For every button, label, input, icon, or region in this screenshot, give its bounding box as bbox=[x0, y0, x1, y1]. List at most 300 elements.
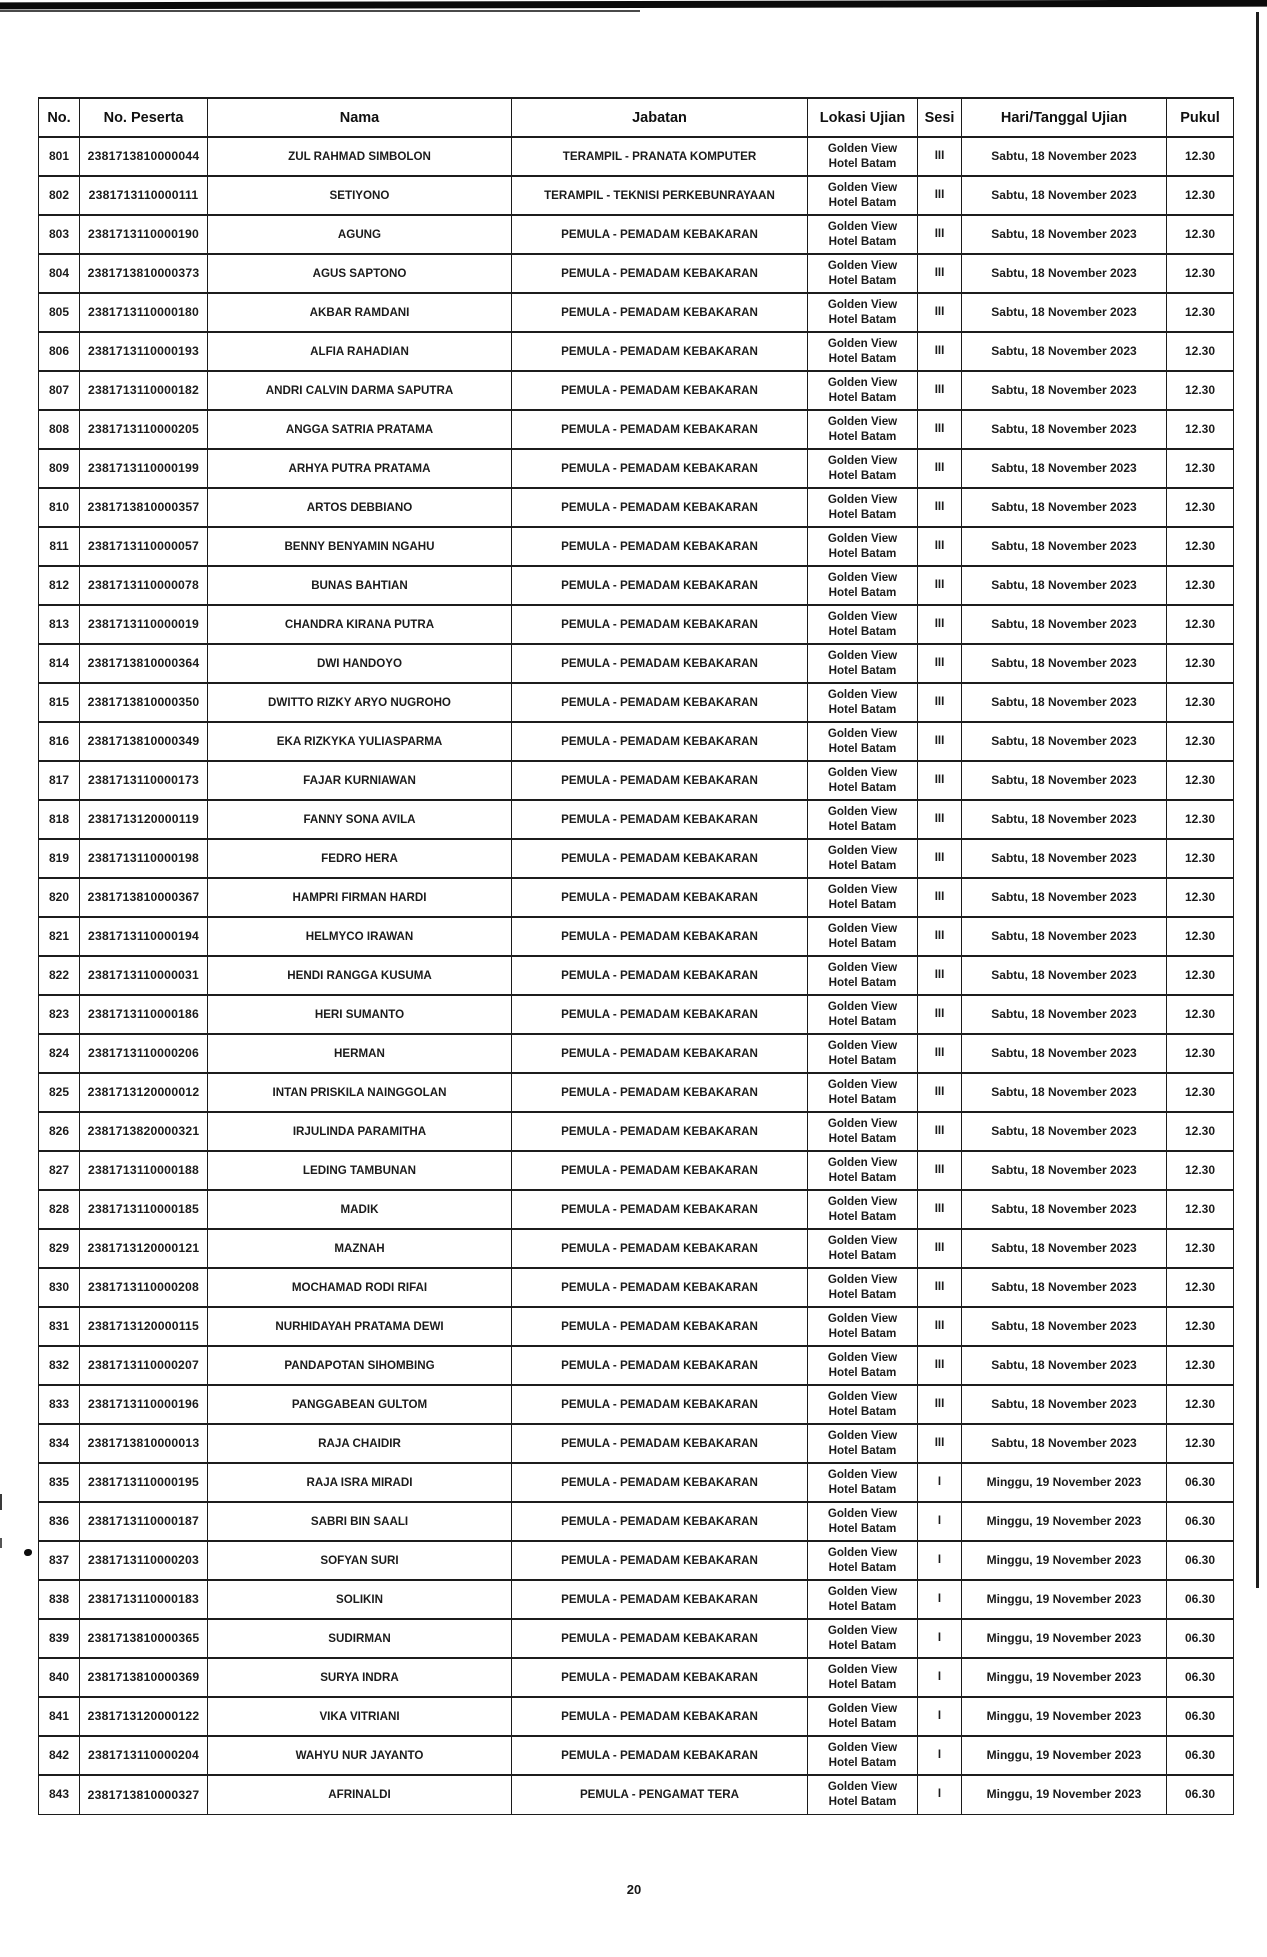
cell-hari-tanggal-ujian: Sabtu, 18 November 2023 bbox=[962, 1151, 1167, 1190]
cell-lokasi-ujian: Golden View Hotel Batam bbox=[808, 527, 918, 566]
cell-sesi: III bbox=[918, 761, 962, 800]
cell-no: 836 bbox=[39, 1502, 80, 1541]
cell-no-peserta: 2381713110000186 bbox=[80, 995, 208, 1034]
cell-no-peserta: 2381713120000115 bbox=[80, 1307, 208, 1346]
cell-no: 810 bbox=[39, 488, 80, 527]
cell-nama: FAJAR KURNIAWAN bbox=[208, 761, 512, 800]
cell-pukul: 12.30 bbox=[1167, 1346, 1234, 1385]
cell-no: 817 bbox=[39, 761, 80, 800]
cell-sesi: III bbox=[918, 1229, 962, 1268]
cell-nama: CHANDRA KIRANA PUTRA bbox=[208, 605, 512, 644]
cell-pukul: 06.30 bbox=[1167, 1502, 1234, 1541]
table-row bbox=[39, 254, 1234, 293]
cell-hari-tanggal-ujian: Sabtu, 18 November 2023 bbox=[962, 254, 1167, 293]
cell-no: 832 bbox=[39, 1346, 80, 1385]
cell-no: 824 bbox=[39, 1034, 80, 1073]
cell-nama: FEDRO HERA bbox=[208, 839, 512, 878]
cell-pukul: 12.30 bbox=[1167, 1385, 1234, 1424]
cell-lokasi-ujian: Golden View Hotel Batam bbox=[808, 215, 918, 254]
cell-lokasi-ujian: Golden View Hotel Batam bbox=[808, 917, 918, 956]
table-row bbox=[39, 995, 1234, 1034]
cell-pukul: 12.30 bbox=[1167, 839, 1234, 878]
cell-hari-tanggal-ujian: Sabtu, 18 November 2023 bbox=[962, 1424, 1167, 1463]
cell-no: 809 bbox=[39, 449, 80, 488]
cell-no-peserta: 2381713120000121 bbox=[80, 1229, 208, 1268]
cell-no-peserta: 2381713820000321 bbox=[80, 1112, 208, 1151]
table-row bbox=[39, 137, 1234, 176]
cell-pukul: 12.30 bbox=[1167, 1424, 1234, 1463]
cell-lokasi-ujian: Golden View Hotel Batam bbox=[808, 1424, 918, 1463]
cell-hari-tanggal-ujian: Sabtu, 18 November 2023 bbox=[962, 410, 1167, 449]
cell-pukul: 12.30 bbox=[1167, 488, 1234, 527]
cell-jabatan: PEMULA - PEMADAM KEBAKARAN bbox=[512, 410, 808, 449]
cell-no: 815 bbox=[39, 683, 80, 722]
cell-nama: NURHIDAYAH PRATAMA DEWI bbox=[208, 1307, 512, 1346]
cell-pukul: 12.30 bbox=[1167, 995, 1234, 1034]
cell-hari-tanggal-ujian: Sabtu, 18 November 2023 bbox=[962, 683, 1167, 722]
cell-no-peserta: 2381713110000194 bbox=[80, 917, 208, 956]
cell-lokasi-ujian: Golden View Hotel Batam bbox=[808, 1229, 918, 1268]
table-row bbox=[39, 1307, 1234, 1346]
cell-pukul: 06.30 bbox=[1167, 1775, 1234, 1814]
table-row bbox=[39, 293, 1234, 332]
cell-no-peserta: 2381713110000206 bbox=[80, 1034, 208, 1073]
cell-sesi: III bbox=[918, 527, 962, 566]
cell-nama: ARTOS DEBBIANO bbox=[208, 488, 512, 527]
cell-lokasi-ujian: Golden View Hotel Batam bbox=[808, 1463, 918, 1502]
table-row bbox=[39, 1697, 1234, 1736]
cell-jabatan: PEMULA - PEMADAM KEBAKARAN bbox=[512, 1463, 808, 1502]
cell-sesi: III bbox=[918, 1346, 962, 1385]
cell-no: 821 bbox=[39, 917, 80, 956]
table-row bbox=[39, 1424, 1234, 1463]
cell-jabatan: PEMULA - PEMADAM KEBAKARAN bbox=[512, 995, 808, 1034]
cell-pukul: 12.30 bbox=[1167, 254, 1234, 293]
cell-pukul: 12.30 bbox=[1167, 566, 1234, 605]
cell-nama: HERMAN bbox=[208, 1034, 512, 1073]
cell-lokasi-ujian: Golden View Hotel Batam bbox=[808, 1385, 918, 1424]
cell-hari-tanggal-ujian: Sabtu, 18 November 2023 bbox=[962, 137, 1167, 176]
table-row bbox=[39, 644, 1234, 683]
cell-lokasi-ujian: Golden View Hotel Batam bbox=[808, 1346, 918, 1385]
cell-sesi: III bbox=[918, 488, 962, 527]
cell-sesi: III bbox=[918, 839, 962, 878]
cell-pukul: 12.30 bbox=[1167, 527, 1234, 566]
cell-no: 829 bbox=[39, 1229, 80, 1268]
scan-artifact-top-subline bbox=[0, 10, 640, 12]
cell-nama: INTAN PRISKILA NAINGGOLAN bbox=[208, 1073, 512, 1112]
cell-jabatan: PEMULA - PEMADAM KEBAKARAN bbox=[512, 1268, 808, 1307]
cell-hari-tanggal-ujian: Sabtu, 18 November 2023 bbox=[962, 1307, 1167, 1346]
cell-hari-tanggal-ujian: Sabtu, 18 November 2023 bbox=[962, 1112, 1167, 1151]
cell-no-peserta: 2381713120000119 bbox=[80, 800, 208, 839]
cell-lokasi-ujian: Golden View Hotel Batam bbox=[808, 1073, 918, 1112]
scan-artifact-right-edge-line bbox=[1256, 12, 1259, 1588]
cell-nama: MAZNAH bbox=[208, 1229, 512, 1268]
cell-hari-tanggal-ujian: Sabtu, 18 November 2023 bbox=[962, 293, 1167, 332]
table-row bbox=[39, 215, 1234, 254]
cell-jabatan: PEMULA - PEMADAM KEBAKARAN bbox=[512, 527, 808, 566]
cell-nama: HAMPRI FIRMAN HARDI bbox=[208, 878, 512, 917]
cell-sesi: III bbox=[918, 1073, 962, 1112]
cell-nama: SOLIKIN bbox=[208, 1580, 512, 1619]
cell-jabatan: PEMULA - PEMADAM KEBAKARAN bbox=[512, 254, 808, 293]
cell-no-peserta: 2381713810000013 bbox=[80, 1424, 208, 1463]
cell-jabatan: PEMULA - PEMADAM KEBAKARAN bbox=[512, 449, 808, 488]
cell-jabatan: PEMULA - PEMADAM KEBAKARAN bbox=[512, 839, 808, 878]
cell-no-peserta: 2381713110000111 bbox=[80, 176, 208, 215]
cell-no: 812 bbox=[39, 566, 80, 605]
cell-pukul: 06.30 bbox=[1167, 1619, 1234, 1658]
cell-no-peserta: 2381713810000327 bbox=[80, 1775, 208, 1814]
cell-pukul: 12.30 bbox=[1167, 917, 1234, 956]
table-row bbox=[39, 1580, 1234, 1619]
cell-nama: IRJULINDA PARAMITHA bbox=[208, 1112, 512, 1151]
cell-no-peserta: 2381713110000196 bbox=[80, 1385, 208, 1424]
table-row bbox=[39, 371, 1234, 410]
cell-hari-tanggal-ujian: Minggu, 19 November 2023 bbox=[962, 1736, 1167, 1775]
cell-no: 825 bbox=[39, 1073, 80, 1112]
cell-jabatan: TERAMPIL - PRANATA KOMPUTER bbox=[512, 137, 808, 176]
cell-pukul: 12.30 bbox=[1167, 800, 1234, 839]
cell-hari-tanggal-ujian: Sabtu, 18 November 2023 bbox=[962, 488, 1167, 527]
cell-no-peserta: 2381713810000044 bbox=[80, 137, 208, 176]
cell-nama: HELMYCO IRAWAN bbox=[208, 917, 512, 956]
cell-no: 806 bbox=[39, 332, 80, 371]
cell-pukul: 12.30 bbox=[1167, 1190, 1234, 1229]
cell-jabatan: PEMULA - PEMADAM KEBAKARAN bbox=[512, 683, 808, 722]
cell-no: 839 bbox=[39, 1619, 80, 1658]
cell-sesi: III bbox=[918, 683, 962, 722]
cell-pukul: 12.30 bbox=[1167, 449, 1234, 488]
cell-nama: VIKA VITRIANI bbox=[208, 1697, 512, 1736]
cell-jabatan: PEMULA - PEMADAM KEBAKARAN bbox=[512, 644, 808, 683]
cell-jabatan: PEMULA - PEMADAM KEBAKARAN bbox=[512, 1658, 808, 1697]
cell-lokasi-ujian: Golden View Hotel Batam bbox=[808, 1619, 918, 1658]
table-row bbox=[39, 1346, 1234, 1385]
cell-sesi: III bbox=[918, 566, 962, 605]
cell-hari-tanggal-ujian: Minggu, 19 November 2023 bbox=[962, 1580, 1167, 1619]
cell-no-peserta: 2381713110000204 bbox=[80, 1736, 208, 1775]
cell-no: 811 bbox=[39, 527, 80, 566]
cell-lokasi-ujian: Golden View Hotel Batam bbox=[808, 371, 918, 410]
cell-hari-tanggal-ujian: Sabtu, 18 November 2023 bbox=[962, 1346, 1167, 1385]
cell-no: 838 bbox=[39, 1580, 80, 1619]
table-row bbox=[39, 1190, 1234, 1229]
cell-no: 818 bbox=[39, 800, 80, 839]
cell-no: 814 bbox=[39, 644, 80, 683]
cell-jabatan: PEMULA - PEMADAM KEBAKARAN bbox=[512, 371, 808, 410]
cell-pukul: 12.30 bbox=[1167, 644, 1234, 683]
cell-lokasi-ujian: Golden View Hotel Batam bbox=[808, 1541, 918, 1580]
exam-schedule-table bbox=[38, 97, 1234, 1815]
cell-nama: SURYA INDRA bbox=[208, 1658, 512, 1697]
cell-lokasi-ujian: Golden View Hotel Batam bbox=[808, 254, 918, 293]
cell-jabatan: PEMULA - PEMADAM KEBAKARAN bbox=[512, 1736, 808, 1775]
cell-lokasi-ujian: Golden View Hotel Batam bbox=[808, 449, 918, 488]
cell-pukul: 06.30 bbox=[1167, 1580, 1234, 1619]
cell-no-peserta: 2381713110000185 bbox=[80, 1190, 208, 1229]
cell-nama: BUNAS BAHTIAN bbox=[208, 566, 512, 605]
cell-sesi: III bbox=[918, 332, 962, 371]
cell-pukul: 12.30 bbox=[1167, 137, 1234, 176]
cell-pukul: 12.30 bbox=[1167, 410, 1234, 449]
table-row bbox=[39, 1775, 1234, 1814]
cell-jabatan: PEMULA - PEMADAM KEBAKARAN bbox=[512, 800, 808, 839]
cell-jabatan: PEMULA - PEMADAM KEBAKARAN bbox=[512, 488, 808, 527]
cell-no: 827 bbox=[39, 1151, 80, 1190]
cell-no: 833 bbox=[39, 1385, 80, 1424]
cell-jabatan: PEMULA - PEMADAM KEBAKARAN bbox=[512, 878, 808, 917]
cell-nama: DWI HANDOYO bbox=[208, 644, 512, 683]
cell-hari-tanggal-ujian: Sabtu, 18 November 2023 bbox=[962, 800, 1167, 839]
cell-lokasi-ujian: Golden View Hotel Batam bbox=[808, 683, 918, 722]
cell-nama: RAJA CHAIDIR bbox=[208, 1424, 512, 1463]
cell-no-peserta: 2381713120000012 bbox=[80, 1073, 208, 1112]
cell-pukul: 12.30 bbox=[1167, 332, 1234, 371]
cell-hari-tanggal-ujian: Sabtu, 18 November 2023 bbox=[962, 995, 1167, 1034]
cell-pukul: 12.30 bbox=[1167, 1307, 1234, 1346]
cell-lokasi-ujian: Golden View Hotel Batam bbox=[808, 800, 918, 839]
cell-lokasi-ujian: Golden View Hotel Batam bbox=[808, 488, 918, 527]
cell-sesi: III bbox=[918, 176, 962, 215]
cell-jabatan: PEMULA - PEMADAM KEBAKARAN bbox=[512, 1034, 808, 1073]
cell-jabatan: PEMULA - PEMADAM KEBAKARAN bbox=[512, 605, 808, 644]
cell-no-peserta: 2381713810000357 bbox=[80, 488, 208, 527]
cell-jabatan: PEMULA - PEMADAM KEBAKARAN bbox=[512, 332, 808, 371]
cell-pukul: 06.30 bbox=[1167, 1463, 1234, 1502]
cell-jabatan: PEMULA - PEMADAM KEBAKARAN bbox=[512, 1619, 808, 1658]
cell-lokasi-ujian: Golden View Hotel Batam bbox=[808, 1775, 918, 1814]
cell-lokasi-ujian: Golden View Hotel Batam bbox=[808, 332, 918, 371]
table-row bbox=[39, 1658, 1234, 1697]
cell-lokasi-ujian: Golden View Hotel Batam bbox=[808, 1580, 918, 1619]
cell-pukul: 06.30 bbox=[1167, 1736, 1234, 1775]
cell-lokasi-ujian: Golden View Hotel Batam bbox=[808, 605, 918, 644]
cell-sesi: I bbox=[918, 1541, 962, 1580]
cell-no-peserta: 2381713110000199 bbox=[80, 449, 208, 488]
cell-no: 805 bbox=[39, 293, 80, 332]
cell-sesi: III bbox=[918, 800, 962, 839]
cell-no-peserta: 2381713810000349 bbox=[80, 722, 208, 761]
cell-no-peserta: 2381713810000364 bbox=[80, 644, 208, 683]
cell-no-peserta: 2381713110000078 bbox=[80, 566, 208, 605]
cell-no-peserta: 2381713110000203 bbox=[80, 1541, 208, 1580]
cell-no: 820 bbox=[39, 878, 80, 917]
cell-hari-tanggal-ujian: Sabtu, 18 November 2023 bbox=[962, 839, 1167, 878]
cell-sesi: III bbox=[918, 722, 962, 761]
cell-no-peserta: 2381713110000208 bbox=[80, 1268, 208, 1307]
cell-pukul: 12.30 bbox=[1167, 1229, 1234, 1268]
cell-hari-tanggal-ujian: Sabtu, 18 November 2023 bbox=[962, 956, 1167, 995]
table-row bbox=[39, 683, 1234, 722]
cell-jabatan: PEMULA - PEMADAM KEBAKARAN bbox=[512, 1073, 808, 1112]
cell-nama: ALFIA RAHADIAN bbox=[208, 332, 512, 371]
cell-hari-tanggal-ujian: Sabtu, 18 November 2023 bbox=[962, 332, 1167, 371]
cell-nama: ANDRI CALVIN DARMA SAPUTRA bbox=[208, 371, 512, 410]
cell-sesi: III bbox=[918, 644, 962, 683]
cell-nama: WAHYU NUR JAYANTO bbox=[208, 1736, 512, 1775]
cell-sesi: I bbox=[918, 1658, 962, 1697]
cell-sesi: III bbox=[918, 293, 962, 332]
cell-pukul: 12.30 bbox=[1167, 1112, 1234, 1151]
cell-pukul: 12.30 bbox=[1167, 722, 1234, 761]
cell-no-peserta: 2381713110000057 bbox=[80, 527, 208, 566]
cell-jabatan: PEMULA - PEMADAM KEBAKARAN bbox=[512, 1541, 808, 1580]
cell-no: 840 bbox=[39, 1658, 80, 1697]
cell-no: 803 bbox=[39, 215, 80, 254]
cell-no: 801 bbox=[39, 137, 80, 176]
table-row bbox=[39, 1268, 1234, 1307]
cell-sesi: III bbox=[918, 1424, 962, 1463]
cell-sesi: I bbox=[918, 1619, 962, 1658]
cell-jabatan: PEMULA - PEMADAM KEBAKARAN bbox=[512, 1190, 808, 1229]
cell-jabatan: PEMULA - PEMADAM KEBAKARAN bbox=[512, 761, 808, 800]
cell-sesi: III bbox=[918, 1307, 962, 1346]
cell-sesi: III bbox=[918, 1034, 962, 1073]
cell-no: 819 bbox=[39, 839, 80, 878]
page-number: 20 bbox=[626, 1882, 642, 1897]
cell-hari-tanggal-ujian: Sabtu, 18 November 2023 bbox=[962, 605, 1167, 644]
cell-jabatan: PEMULA - PEMADAM KEBAKARAN bbox=[512, 1151, 808, 1190]
cell-hari-tanggal-ujian: Sabtu, 18 November 2023 bbox=[962, 371, 1167, 410]
col-header-pukul: Pukul bbox=[1167, 98, 1234, 137]
table-row bbox=[39, 1034, 1234, 1073]
cell-pukul: 12.30 bbox=[1167, 605, 1234, 644]
cell-nama: LEDING TAMBUNAN bbox=[208, 1151, 512, 1190]
cell-hari-tanggal-ujian: Sabtu, 18 November 2023 bbox=[962, 527, 1167, 566]
cell-sesi: III bbox=[918, 917, 962, 956]
cell-pukul: 12.30 bbox=[1167, 1034, 1234, 1073]
cell-pukul: 12.30 bbox=[1167, 1073, 1234, 1112]
cell-nama: PANDAPOTAN SIHOMBING bbox=[208, 1346, 512, 1385]
table-row bbox=[39, 1541, 1234, 1580]
cell-nama: HERI SUMANTO bbox=[208, 995, 512, 1034]
cell-no: 831 bbox=[39, 1307, 80, 1346]
cell-hari-tanggal-ujian: Sabtu, 18 November 2023 bbox=[962, 761, 1167, 800]
cell-no-peserta: 2381713110000195 bbox=[80, 1463, 208, 1502]
cell-no-peserta: 2381713110000207 bbox=[80, 1346, 208, 1385]
cell-lokasi-ujian: Golden View Hotel Batam bbox=[808, 410, 918, 449]
cell-jabatan: PEMULA - PEMADAM KEBAKARAN bbox=[512, 1580, 808, 1619]
cell-sesi: III bbox=[918, 371, 962, 410]
cell-no-peserta: 2381713810000373 bbox=[80, 254, 208, 293]
cell-jabatan: TERAMPIL - TEKNISI PERKEBUNRAYAAN bbox=[512, 176, 808, 215]
cell-no: 841 bbox=[39, 1697, 80, 1736]
cell-no-peserta: 2381713110000187 bbox=[80, 1502, 208, 1541]
cell-jabatan: PEMULA - PEMADAM KEBAKARAN bbox=[512, 956, 808, 995]
cell-lokasi-ujian: Golden View Hotel Batam bbox=[808, 1034, 918, 1073]
cell-nama: SOFYAN SURI bbox=[208, 1541, 512, 1580]
cell-lokasi-ujian: Golden View Hotel Batam bbox=[808, 878, 918, 917]
cell-sesi: I bbox=[918, 1775, 962, 1814]
cell-nama: SETIYONO bbox=[208, 176, 512, 215]
cell-lokasi-ujian: Golden View Hotel Batam bbox=[808, 566, 918, 605]
table-header-row bbox=[39, 98, 1234, 137]
cell-sesi: III bbox=[918, 1151, 962, 1190]
col-header-hari-tanggal-ujian: Hari/Tanggal Ujian bbox=[962, 98, 1167, 137]
cell-no: 807 bbox=[39, 371, 80, 410]
cell-sesi: III bbox=[918, 410, 962, 449]
cell-lokasi-ujian: Golden View Hotel Batam bbox=[808, 1307, 918, 1346]
cell-hari-tanggal-ujian: Sabtu, 18 November 2023 bbox=[962, 215, 1167, 254]
scan-artifact-left-dash bbox=[0, 1494, 2, 1510]
cell-nama: EKA RIZKYKA YULIASPARMA bbox=[208, 722, 512, 761]
table-row bbox=[39, 176, 1234, 215]
cell-lokasi-ujian: Golden View Hotel Batam bbox=[808, 1112, 918, 1151]
cell-jabatan: PEMULA - PEMADAM KEBAKARAN bbox=[512, 1307, 808, 1346]
cell-nama: BENNY BENYAMIN NGAHU bbox=[208, 527, 512, 566]
table-row bbox=[39, 566, 1234, 605]
cell-no-peserta: 2381713120000122 bbox=[80, 1697, 208, 1736]
col-header-lokasi-ujian: Lokasi Ujian bbox=[808, 98, 918, 137]
cell-lokasi-ujian: Golden View Hotel Batam bbox=[808, 1658, 918, 1697]
cell-pukul: 12.30 bbox=[1167, 878, 1234, 917]
cell-jabatan: PEMULA - PEMADAM KEBAKARAN bbox=[512, 1502, 808, 1541]
cell-sesi: III bbox=[918, 1190, 962, 1229]
cell-no: 808 bbox=[39, 410, 80, 449]
cell-hari-tanggal-ujian: Sabtu, 18 November 2023 bbox=[962, 722, 1167, 761]
cell-hari-tanggal-ujian: Minggu, 19 November 2023 bbox=[962, 1541, 1167, 1580]
cell-sesi: III bbox=[918, 254, 962, 293]
table-row bbox=[39, 722, 1234, 761]
table-row bbox=[39, 1385, 1234, 1424]
cell-nama: AFRINALDI bbox=[208, 1775, 512, 1814]
cell-jabatan: PEMULA - PEMADAM KEBAKARAN bbox=[512, 722, 808, 761]
cell-nama: MADIK bbox=[208, 1190, 512, 1229]
cell-lokasi-ujian: Golden View Hotel Batam bbox=[808, 293, 918, 332]
cell-lokasi-ujian: Golden View Hotel Batam bbox=[808, 1502, 918, 1541]
cell-no: 835 bbox=[39, 1463, 80, 1502]
cell-hari-tanggal-ujian: Minggu, 19 November 2023 bbox=[962, 1502, 1167, 1541]
cell-nama: MOCHAMAD RODI RIFAI bbox=[208, 1268, 512, 1307]
table-row bbox=[39, 488, 1234, 527]
cell-jabatan: PEMULA - PEMADAM KEBAKARAN bbox=[512, 917, 808, 956]
cell-no: 843 bbox=[39, 1775, 80, 1814]
cell-sesi: III bbox=[918, 878, 962, 917]
cell-nama: AGUS SAPTONO bbox=[208, 254, 512, 293]
cell-lokasi-ujian: Golden View Hotel Batam bbox=[808, 839, 918, 878]
cell-sesi: III bbox=[918, 215, 962, 254]
cell-jabatan: PEMULA - PEMADAM KEBAKARAN bbox=[512, 1385, 808, 1424]
cell-nama: ANGGA SATRIA PRATAMA bbox=[208, 410, 512, 449]
table-row bbox=[39, 410, 1234, 449]
cell-no-peserta: 2381713810000367 bbox=[80, 878, 208, 917]
cell-lokasi-ujian: Golden View Hotel Batam bbox=[808, 956, 918, 995]
cell-nama: RAJA ISRA MIRADI bbox=[208, 1463, 512, 1502]
cell-pukul: 12.30 bbox=[1167, 215, 1234, 254]
cell-nama: ARHYA PUTRA PRATAMA bbox=[208, 449, 512, 488]
table-row bbox=[39, 839, 1234, 878]
cell-pukul: 06.30 bbox=[1167, 1697, 1234, 1736]
cell-no-peserta: 2381713110000031 bbox=[80, 956, 208, 995]
table-row bbox=[39, 332, 1234, 371]
table-row bbox=[39, 761, 1234, 800]
cell-no-peserta: 2381713110000190 bbox=[80, 215, 208, 254]
cell-no: 828 bbox=[39, 1190, 80, 1229]
cell-pukul: 12.30 bbox=[1167, 1151, 1234, 1190]
cell-pukul: 12.30 bbox=[1167, 176, 1234, 215]
cell-no: 842 bbox=[39, 1736, 80, 1775]
cell-hari-tanggal-ujian: Sabtu, 18 November 2023 bbox=[962, 1190, 1167, 1229]
cell-no-peserta: 2381713110000182 bbox=[80, 371, 208, 410]
cell-nama: SABRI BIN SAALI bbox=[208, 1502, 512, 1541]
table-row bbox=[39, 1736, 1234, 1775]
cell-lokasi-ujian: Golden View Hotel Batam bbox=[808, 137, 918, 176]
cell-no-peserta: 2381713810000365 bbox=[80, 1619, 208, 1658]
cell-no: 804 bbox=[39, 254, 80, 293]
cell-hari-tanggal-ujian: Minggu, 19 November 2023 bbox=[962, 1463, 1167, 1502]
